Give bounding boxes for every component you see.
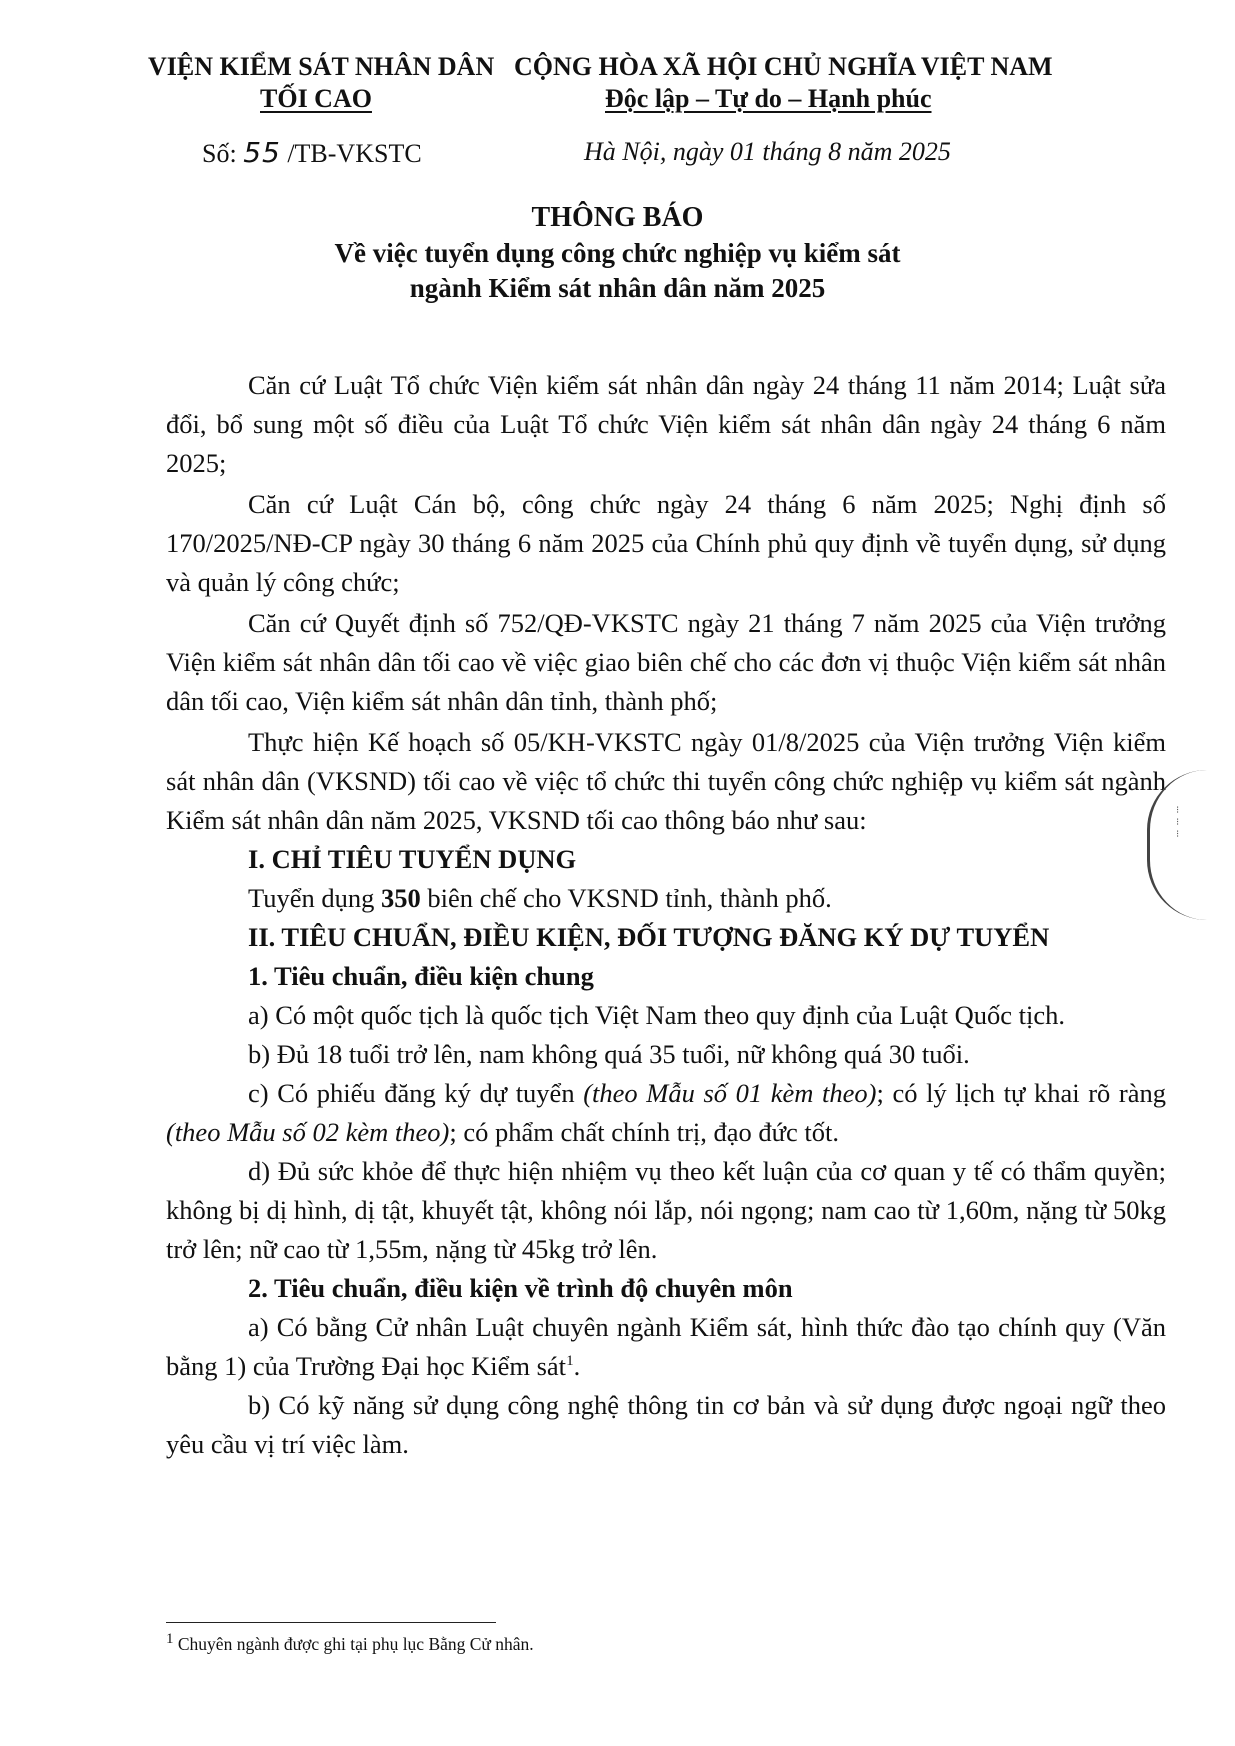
- legal-basis-4: Thực hiện Kế hoạch số 05/KH-VKSTC ngày 01/8/2025 của Viện trưởng Viện kiểm sát nhân dân (VKSND) tối cao về việc tổ chức thi tuyển công chức nghiệp vụ kiểm sát ngành Kiểm sát nhân dân năm 2025, VKSND tối cao thông báo như sau:: [166, 727, 1166, 835]
- quota-number: 350: [381, 883, 421, 913]
- footnote-marker: 1: [166, 1631, 174, 1648]
- item-c-form-01: (theo Mẫu số 01 kèm theo): [583, 1078, 877, 1108]
- item-c-form-02: (theo Mẫu số 02 kèm theo): [166, 1117, 450, 1147]
- document-body: [166, 366, 1166, 1464]
- motto-text: Độc lập – Tự do – Hạnh phúc: [605, 84, 932, 113]
- place-date: Hà Nội, ngày 01 tháng 8 năm 2025: [584, 137, 951, 166]
- quota-text-post: biên chế cho VKSND tỉnh, thành phố.: [427, 883, 832, 913]
- title-subject-line2: ngành Kiểm sát nhân dân năm 2025: [409, 273, 826, 303]
- item-c-mid: ; có lý lịch tự khai rõ ràng: [876, 1078, 1166, 1108]
- item-2a-end: .: [573, 1351, 581, 1381]
- section-2-heading: II. TIÊU CHUẨN, ĐIỀU KIỆN, ĐỐI TƯỢNG ĐĂNG KÝ DỰ TUYỂN: [248, 922, 1050, 952]
- quota-text-pre: Tuyển dụng: [248, 883, 375, 913]
- number-prefix: Số:: [202, 139, 237, 168]
- section-1-heading: I. CHỈ TIÊU TUYỂN DỤNG: [248, 844, 577, 874]
- legal-basis-2: Căn cứ Luật Cán bộ, công chức ngày 24 tháng 6 năm 2025; Nghị định số 170/2025/NĐ-CP ngày 30 tháng 6 năm 2025 của Chính phủ quy định về tuyển dụng, sử dụng và quản lý công chức;: [166, 489, 1166, 597]
- item-2a-text: a) Có bằng Cử nhân Luật chuyên ngành Kiểm sát, hình thức đào tạo chính quy (Văn bằng 1) của Trường Đại học Kiểm sát: [166, 1312, 1166, 1381]
- number-suffix: /TB-VKSTC: [287, 139, 422, 168]
- subsection-1-item-c: [166, 1074, 1166, 1152]
- footnote: [166, 1631, 534, 1655]
- subsection-1-item-b: b) Đủ 18 tuổi trở lên, nam không quá 35 tuổi, nữ không quá 30 tuổi.: [248, 1039, 970, 1069]
- subsection-1-item-d: d) Đủ sức khỏe để thực hiện nhiệm vụ theo kết luận của cơ quan y tế có thẩm quyền; không bị dị hình, dị tật, khuyết tật, không nói lắp, nói ngọng; nam cao từ 1,60m, nặng từ 50kg trở lên; nữ cao từ 1,55m, nặng từ 45kg trở lên.: [166, 1156, 1166, 1264]
- title-block: [0, 200, 1235, 306]
- subsection-2-item-b: b) Có kỹ năng sử dụng công nghệ thông tin cơ bản và sử dụng được ngoại ngữ theo yêu cầu vị trí việc làm.: [166, 1390, 1166, 1459]
- document-number: [202, 136, 422, 169]
- title-main: THÔNG BÁO: [531, 202, 704, 233]
- legal-basis-1: Căn cứ Luật Tổ chức Viện kiểm sát nhân dân ngày 24 tháng 11 năm 2014; Luật sửa đổi, bổ sung một số điều của Luật Tổ chức Viện kiểm sát nhân dân ngày 24 tháng 6 năm 2025;: [166, 370, 1166, 478]
- agency-name-line2-text: TỐI CAO: [260, 84, 372, 113]
- section-1-text: [166, 879, 1166, 918]
- subsection-2-heading: 2. Tiêu chuẩn, điều kiện về trình độ chuyên môn: [248, 1273, 793, 1303]
- subsection-1-heading: 1. Tiêu chuẩn, điều kiện chung: [248, 961, 594, 991]
- footnote-separator: [166, 1622, 496, 1623]
- number-handwritten: 55: [243, 136, 281, 169]
- subsection-1-item-a: a) Có một quốc tịch là quốc tịch Việt Nam theo quy định của Luật Quốc tịch.: [248, 1000, 1066, 1030]
- country-name: CỘNG HÒA XÃ HỘI CHỦ NGHĨA VIỆT NAM: [514, 52, 1053, 81]
- footnote-ref: 1: [566, 1353, 574, 1370]
- title-subject-line1: Về việc tuyển dụng công chức nghiệp vụ kiểm sát: [334, 238, 901, 268]
- item-c-pre: c) Có phiếu đăng ký dự tuyển: [248, 1078, 575, 1108]
- legal-basis-3: Căn cứ Quyết định số 752/QĐ-VKSTC ngày 21 tháng 7 năm 2025 của Viện trưởng Viện kiểm sát nhân dân tối cao về việc giao biên chế cho các đơn vị thuộc Viện kiểm sát nhân dân tối cao, Viện kiểm sát nhân dân tỉnh, thành phố;: [166, 608, 1166, 716]
- subsection-2-item-a: [166, 1308, 1166, 1386]
- footnote-text: Chuyên ngành được ghi tại phụ lục Bằng Cử nhân.: [177, 1634, 534, 1654]
- agency-name-line1: VIỆN KIỂM SÁT NHÂN DÂN: [148, 52, 495, 81]
- seal-edge-mark: ⁝ ⁝ ⁝: [1176, 805, 1180, 840]
- agency-name-line2: [260, 84, 372, 114]
- motto: [605, 84, 932, 114]
- item-c-post: ; có phẩm chất chính trị, đạo đức tốt.: [449, 1117, 839, 1147]
